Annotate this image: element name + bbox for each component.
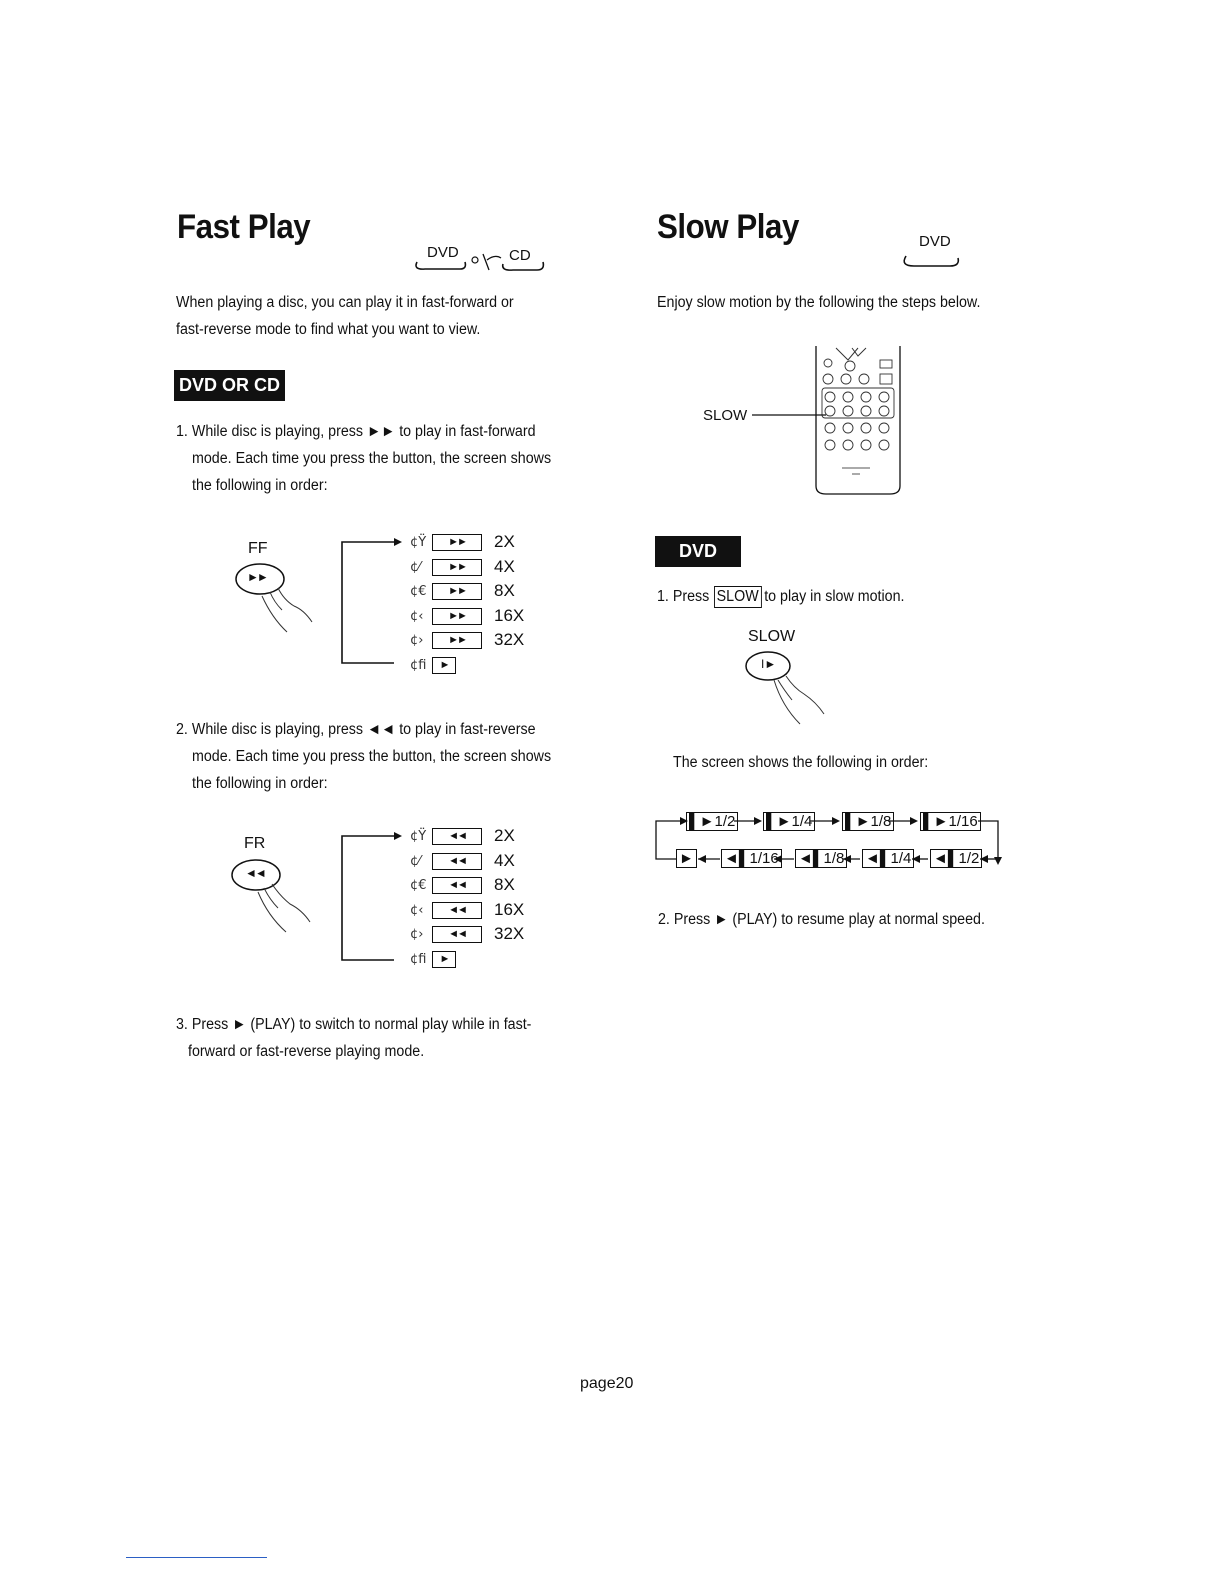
slow-step-reverse-eighth: ◄▌1/8 (795, 849, 847, 868)
remote-slow-callout: SLOW (703, 407, 748, 424)
seq-glyph: ¢› (410, 926, 424, 942)
fast-reverse-icon: ◄◄ (432, 926, 482, 943)
ff-seq-row (410, 605, 524, 627)
remote-logo (842, 468, 870, 474)
seq-speed: 8X (494, 581, 515, 600)
ff-seq-row (410, 556, 515, 578)
seq-glyph: ¢⁄ (410, 559, 421, 575)
disc-tag-cd: CD (509, 247, 531, 264)
slow-step-forward-quarter: ▌►1/4 (763, 812, 815, 831)
fr-seq-row (410, 850, 515, 872)
seq-speed: 4X (494, 851, 515, 870)
section-label-dvd-or-cd: DVD OR CD (174, 370, 285, 401)
arrow-right-icon (394, 538, 402, 546)
fr-sequence-list (410, 825, 530, 975)
separator-mark (483, 254, 501, 270)
seq-speed: 32X (494, 924, 525, 943)
seq-glyph: ¢Ÿ (410, 534, 427, 550)
fr-seq-row (410, 948, 468, 970)
fast-reverse-icon: ◄◄ (432, 853, 482, 870)
fr-seq-row (410, 825, 515, 847)
ff-sequence-bracket (338, 532, 410, 672)
fast-reverse-icon: ◄◄ (432, 877, 482, 894)
slow-step-play: ► (676, 849, 697, 868)
slow-play-title: Slow Play (657, 208, 799, 246)
ff-button-label: FF (248, 540, 268, 557)
fast-forward-icon: ►► (432, 559, 482, 576)
fr-step-2-line-2: mode. Each time you press the button, the screen shows (192, 748, 552, 765)
slow-step-reverse-half: ◄▌1/2 (930, 849, 982, 868)
remote-nav-pad (836, 348, 866, 360)
seq-speed: 32X (494, 630, 525, 649)
fast-forward-icon: ►► (432, 632, 482, 649)
fr-button-glyph: ◄◄ (245, 866, 265, 880)
dvd-disc-arc (904, 256, 958, 266)
slow-step-forward-sixteenth: ▌►1/16 (920, 812, 981, 831)
fr-seq-row (410, 874, 515, 896)
ff-seq-row (410, 629, 524, 651)
seq-glyph: ¢ﬁ (410, 657, 427, 673)
ff-step-1-line-1: 1. While disc is playing, press ►► to play in fast-forward (176, 423, 536, 440)
seq-speed: 2X (494, 826, 515, 845)
slow-step-1-suffix: to play in slow motion. (764, 588, 905, 605)
footer-rule (126, 1557, 267, 1558)
hand-pointer-icon (258, 884, 310, 932)
section-label-dvd: DVD (655, 536, 741, 567)
fast-play-title: Fast Play (177, 208, 311, 246)
slow-play-intro: Enjoy slow motion by the following the steps below. (657, 294, 981, 311)
seq-glyph: ¢€ (410, 583, 427, 599)
ff-sequence-list (410, 531, 530, 681)
fr-button-label: FR (244, 835, 266, 852)
slow-disc-tag-dvd: DVD (919, 233, 951, 250)
remote-button-grid (822, 359, 894, 450)
seq-glyph: ¢‹ (410, 902, 424, 918)
fast-reverse-icon: ◄◄ (432, 902, 482, 919)
seq-glyph: ¢€ (410, 877, 427, 893)
page-number: page20 (580, 1375, 634, 1392)
step-3-line-2: forward or fast-reverse playing mode. (188, 1043, 425, 1060)
arrow-right-icon (910, 817, 918, 825)
ff-seq-row (410, 654, 468, 676)
fast-forward-icon: ►► (432, 608, 482, 625)
play-icon: ► (432, 951, 456, 968)
ff-seq-row (410, 531, 515, 553)
slow-step-reverse-sixteenth: ◄▌1/16 (721, 849, 782, 868)
fr-sequence-bracket (338, 826, 410, 966)
fast-play-intro-2: fast-reverse mode to find what you want to view. (176, 321, 481, 338)
seq-glyph: ¢⁄ (410, 853, 421, 869)
slow-key-box: SLOW (714, 586, 762, 608)
dvd-disc-arc (416, 262, 465, 269)
fast-play-intro-1: When playing a disc, you can play it in fast-forward or (176, 294, 514, 311)
slow-step-2: 2. Press ► (PLAY) to resume play at normal speed. (658, 911, 985, 928)
seq-speed: 16X (494, 606, 525, 625)
ff-step-1-line-3: the following in order: (192, 477, 328, 494)
slow-order-text: The screen shows the following in order: (673, 754, 929, 771)
hand-pointer-icon (774, 676, 824, 724)
slow-button-label: SLOW (748, 628, 796, 645)
play-icon: ► (432, 657, 456, 674)
seq-glyph: ¢Ÿ (410, 828, 427, 844)
arrow-right-icon (832, 817, 840, 825)
arrow-left-icon (698, 855, 706, 863)
slow-step-forward-half: ▌►1/2 (686, 812, 738, 831)
seq-speed: 2X (494, 532, 515, 551)
slow-callout-line (750, 405, 830, 425)
seq-speed: 4X (494, 557, 515, 576)
ff-step-1-line-2: mode. Each time you press the button, the screen shows (192, 450, 552, 467)
fr-seq-row (410, 899, 524, 921)
slow-step-reverse-quarter: ◄▌1/4 (862, 849, 914, 868)
fr-step-2-line-3: the following in order: (192, 775, 328, 792)
arrow-right-icon (394, 832, 402, 840)
seq-glyph: ¢‹ (410, 608, 424, 624)
ff-button-glyph: ►► (247, 570, 267, 584)
fast-forward-icon: ►► (432, 534, 482, 551)
arrow-right-icon (754, 817, 762, 825)
slow-step-forward-eighth: ▌►1/8 (842, 812, 894, 831)
step-3-line-1: 3. Press ► (PLAY) to switch to normal play while in fast- (176, 1016, 532, 1033)
fast-forward-icon: ►► (432, 583, 482, 600)
seq-speed: 8X (494, 875, 515, 894)
slow-step-1 (657, 583, 904, 610)
slow-step-1-prefix: 1. Press (657, 588, 710, 605)
separator-dot (472, 257, 478, 263)
fast-reverse-icon: ◄◄ (432, 828, 482, 845)
seq-glyph: ¢› (410, 632, 424, 648)
slow-button-illustration (742, 650, 842, 734)
arrow-down-icon (994, 857, 1002, 865)
hand-pointer-icon (262, 588, 312, 632)
fr-seq-row (410, 923, 524, 945)
seq-speed: 16X (494, 900, 525, 919)
slow-button-glyph: I► (761, 657, 777, 671)
seq-glyph: ¢ﬁ (410, 951, 427, 967)
fr-step-2-line-1: 2. While disc is playing, press ◄◄ to play in fast-reverse (176, 721, 536, 738)
disc-tag-dvd: DVD (427, 244, 459, 261)
fr-button-illustration (228, 856, 328, 940)
ff-seq-row (410, 580, 515, 602)
